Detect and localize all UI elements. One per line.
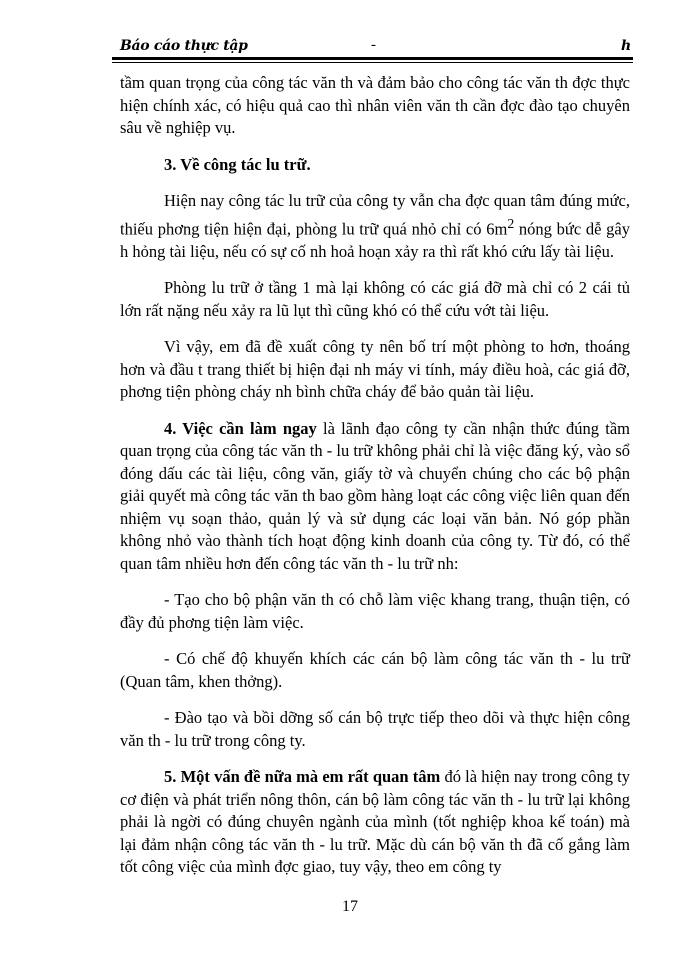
- list-item: - Tạo cho bộ phận văn th có chỗ làm việc khang trang, thuận tiện, có đầy đủ phơng tiện làm việc.: [120, 590, 630, 632]
- immediate-action-text: là lãnh đạo công ty cần nhận thức đúng tầm quan trọng của công tác văn th - lu trữ không phải chỉ là việc đăng ký, vào sổ đóng dấu các tài liệu, công văn, giấy tờ và chuyển chúng cho các bộ phận giải quyết mà công tác văn th bao gồm hàng loạt các công việc liên quan đến nhiệm vụ soạn thảo, quản lý và sử dụng các loại văn bản. Nó góp phần không nhỏ vào thành tích hoạt động kinh doanh của công ty. Từ đó, có thể quan tâm nhiều hơn đến công tác văn th - lu trữ nh:: [120, 418, 630, 573]
- archive-status-text: Hiện nay công tác lu trữ của công ty vẫn cha đợc quan tâm đúng mức, thiếu phơng tiện hiện đại, phòng lu trữ quá nhỏ chỉ có 6m: [120, 191, 630, 238]
- paragraph-continuation: tầm quan trọng của công tác văn th và đảm bảo cho công tác văn th đợc thực hiện chính xác, có hiệu quả cao thì nhân viên văn th cần đợc đào tạo chuyên sâu về nghiệp vụ.: [120, 73, 630, 137]
- header-title: Báo cáo thực tập: [120, 38, 248, 54]
- paragraph-concern: [120, 766, 630, 879]
- header-rule-thin: [112, 62, 633, 63]
- concern-text: đó là hiện nay trong công ty cơ điện và phát triển nông thôn, cán bộ làm công tác văn th - lu trữ lại không phải là ngời có đúng chuyên ngành của mình (tốt nghiệp khoa kế toán) mà lại đảm nhận công tác văn th - lu trữ. Mặc dù cán bộ văn th đã cố gắng làm tốt công việc của mình đợc giao, tuy vậy, theo em công ty: [120, 767, 630, 876]
- section-heading-concern: 5. Một vấn đề nữa mà em rất quan tâm: [164, 767, 441, 786]
- header-right-text: h: [621, 38, 632, 54]
- paragraph-proposal: Vì vậy, em đã đề xuất công ty nên bố trí một phòng to hơn, thoáng hơn và đầu t trang thiết bị hiện đại nh máy vi tính, máy điều hoà, các giá đỡ, phơng tiện phòng cháy nh bình chữa cháy để bảo quản tài liệu.: [120, 337, 630, 401]
- header-separator: -: [371, 37, 376, 53]
- document-body: [120, 72, 630, 893]
- list-item: - Đào tạo và bồi dỡng số cán bộ trực tiếp theo dõi và thực hiện công văn th - lu trữ trong công ty.: [120, 708, 630, 750]
- archive-status-text-cont: nóng bức dễ gây h hỏng tài liệu, nếu có sự cố nh hoả hoạn xảy ra thì rất khó cứu lấy tài liệu.: [120, 219, 630, 261]
- paragraph-archive-room: Phòng lu trữ ở tầng 1 mà lại không có các giá đỡ mà chỉ có 2 cái tủ lớn rất nặng nếu xảy ra lũ lụt thì cũng khó có thể cứu vớt tài liệu.: [120, 278, 630, 320]
- area-unit-superscript: 2: [507, 215, 515, 231]
- section-heading-immediate: 4. Việc cần làm ngay: [164, 418, 317, 438]
- paragraph-archive-status: [120, 190, 630, 263]
- list-item: - Có chế độ khuyến khích các cán bộ làm công tác văn th - lu trữ (Quan tâm, khen thởng).: [120, 649, 630, 691]
- section-heading-archive: 3. Về công tác lu trữ.: [164, 154, 311, 174]
- page-header: [0, 0, 700, 70]
- paragraph-immediate-action: [120, 418, 630, 576]
- header-rule-thick: [112, 57, 633, 60]
- page-number: 17: [342, 898, 358, 915]
